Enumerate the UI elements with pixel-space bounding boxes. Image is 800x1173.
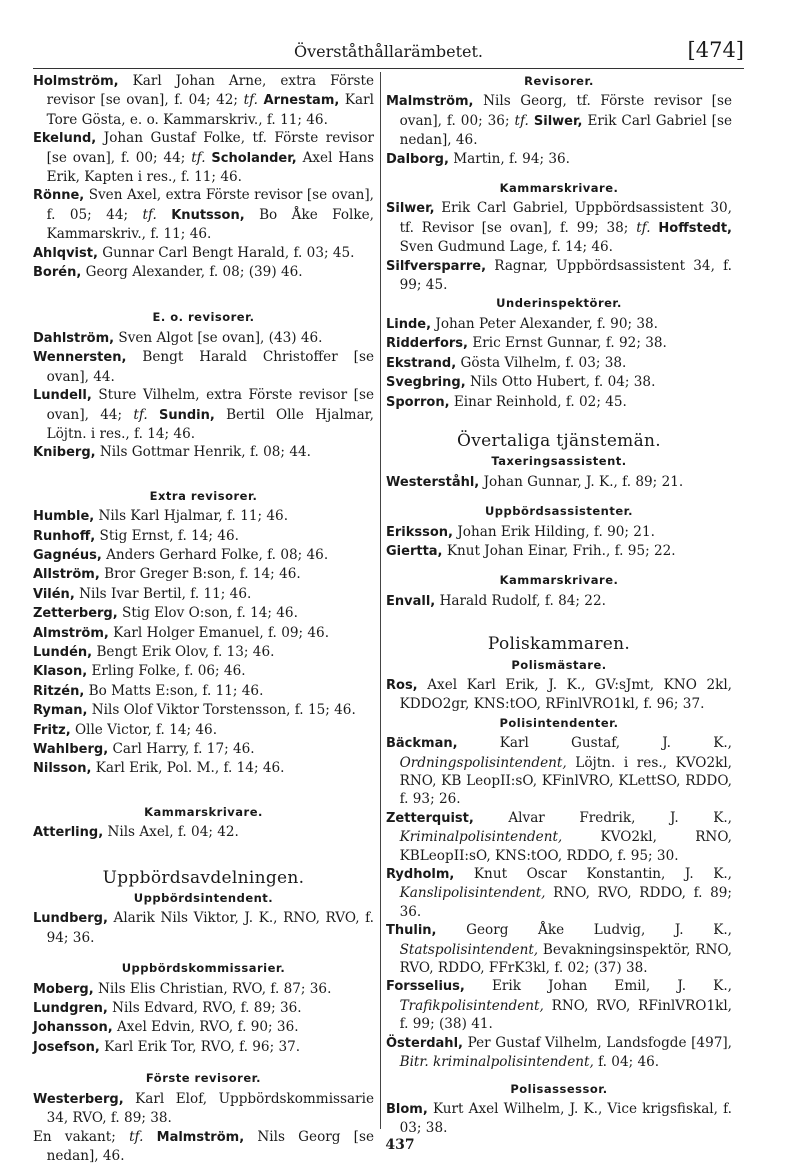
entry-text: Martin, f. 94; 36. [453,150,570,167]
register-entry [33,443,374,462]
person-surname: Zetterquist, [386,810,474,826]
entry-text: Ragnar, Uppbördsassistent 34, f. 99; 45. [399,257,732,294]
acting-marker: tf. [243,92,258,109]
entry-text: Alarik Nils Viktor, J. K., RNO, RVO, f. 94; 36. [46,910,374,946]
register-entry [33,507,374,526]
section-subheading: E. o. revisorer. [152,310,255,325]
entry-text: Georg Alexander, f. 08; (39) 46. [85,264,303,281]
section-subheading: Extra revisorer. [149,488,258,503]
register-entry [386,542,732,561]
register-entry [386,92,732,149]
entry-text: RNO, RVO, RDDO, f. 89; 36. [399,885,732,920]
register-entry [33,823,374,842]
register-entry [33,263,374,282]
entry-text: Sture Vilhelm, extra Förste revisor [se ovan], 44; [46,387,374,423]
entry-text: Stig Elov O:son, f. 14; 46. [122,605,298,622]
entry-text: Nils Olof Viktor Torstensson, f. 15; 46. [91,702,356,719]
register-entry [33,701,374,720]
person-surname: Bäckman, [386,736,458,752]
register-entry [386,354,732,373]
person-surname: Sundin, [158,407,215,423]
person-surname: Ekstrand, [386,355,457,371]
acting-marker: tf. [133,406,148,423]
entry-role: Trafikpolisintendent, [399,997,544,1014]
person-surname: Dalborg, [386,151,449,167]
entry-text: Bevakningsinspektör, RNO, RVO, RDDO, FFrK3kl, f. 02; (37) 38. [399,941,733,977]
person-surname: Hoffstedt, [658,220,732,236]
entry-text: Stig Ernst, f. 14; 46. [99,527,239,544]
entry-text: Bror Greger B:son, f. 14; 46. [104,566,301,583]
section-subheading: Kammarskrivare. [499,573,619,588]
entry-text: Axel Karl Erik, J. K., GV:sJmt, KNO 2kl, KDDO2gr, KNS:tOO, RFinlVRO1kl, f. 96; 37. [399,676,732,713]
person-surname: Silwer, [386,201,435,217]
entry-text: Bengt Erik Olov, f. 13; 46. [96,643,275,660]
department-heading: Poliskammaren. [487,634,631,655]
person-surname: Giertta, [386,543,443,559]
entry-text: Nils Ivar Bertil, f. 11; 46. [79,585,252,602]
entry-text: Knut Johan Einar, Frih., f. 95; 22. [446,542,676,559]
person-surname: Silfversparre, [386,258,487,274]
person-surname: Ekelund, [33,131,97,147]
person-surname: Sporron, [386,394,450,410]
entry-text: Nils Otto Hubert, f. 04; 38. [469,374,656,391]
register-entry [386,523,732,542]
entry-text: Karl Tore Gösta, e. o. Kammarskriv., f. 11; 46. [46,92,375,128]
entry-text: Axel Edvin, RVO, f. 90; 36. [116,1019,299,1036]
section-subheading: Polisassessor. [510,1081,608,1096]
register-entry [386,809,732,865]
register-entry [386,865,732,921]
person-surname: Ridderfors, [386,336,468,352]
entry-text: Alvar Fredrik, J. K., [508,809,732,826]
entry-text: Nils Axel, f. 04; 42. [107,824,239,841]
department-heading: Uppbördsavdelningen. [102,867,305,888]
section-subheading: Kammarskrivare. [144,804,263,819]
register-entry [33,1038,374,1057]
entry-text: Johan Gustaf Folke, tf. Förste revisor [se ovan], f. 00; 44; [46,130,375,166]
register-entry [33,186,374,243]
person-surname: Nilsson, [33,761,92,777]
acting-marker: tf. [636,219,651,236]
register-entry [386,592,732,611]
entry-role: Bitr. kriminalpolisintendent, [399,1054,594,1071]
entry-text: Karl Gustaf, J. K., [499,735,732,752]
entry-text: Löjtn. i res., KVO2kl, RNO, KB LeopII:sO, KFinlVRO, KLettSO, RDDO, f. 93; 26. [399,754,732,808]
person-surname: Ryman, [33,703,88,719]
entry-role: Statspolisintendent, [399,941,539,958]
person-surname: Rydholm, [386,867,455,883]
section-subheading: Uppbördsintendent. [133,891,274,906]
person-surname: Malmström, [156,1129,245,1145]
section-subheading: Kammarskrivare. [499,181,619,196]
entry-text: Kurt Axel Wilhelm, J. K., Vice krigsfiskal, f. 03; 38. [399,1100,732,1137]
entry-text: Olle Victor, f. 14; 46. [74,721,218,738]
acting-marker: tf. [142,206,157,223]
acting-marker: tf. [129,1128,144,1145]
register-entry [386,257,732,295]
person-surname: Envall, [386,593,436,609]
person-surname: Malmström, [386,94,474,110]
register-entry [33,527,374,546]
entry-text: Gunnar Carl Bengt Harald, f. 03; 45. [102,244,355,261]
person-surname: Gagnéus, [33,547,102,563]
page-reference: [474] [687,38,744,62]
section-subheading: Underinspektörer. [496,296,622,311]
entry-text: Nils Edvard, RVO, f. 89; 36. [112,1000,302,1017]
person-surname: Eriksson, [386,524,453,540]
person-surname: Ahlqvist, [33,245,98,261]
person-surname: Thulin, [386,923,437,939]
register-entry [33,329,374,348]
entry-text: Nils Georg [se nedan], 46. [46,1128,374,1164]
register-entry [33,386,374,443]
entry-text: Nils Georg, tf. Förste revisor [se ovan], f. 00; 36; [399,93,732,129]
person-surname: Lundell, [33,388,92,404]
person-surname: Moberg, [33,981,94,997]
person-surname: Wahlberg, [33,742,109,757]
register-entry [33,585,374,604]
person-surname: Westerberg, [33,1091,124,1107]
register-entry [33,643,374,662]
page-number: 437 [385,1137,415,1153]
right-column [386,72,732,1138]
register-entry [33,348,374,386]
register-entry [386,150,732,169]
entry-role: Ordningspolisintendent, [399,754,567,771]
person-surname: Humble, [33,509,95,525]
section-subheading: Taxeringsassistent. [491,454,627,469]
section-subheading: Polisintendenter. [499,715,619,730]
left-column [33,72,374,1165]
register-entry [386,393,732,412]
register-entry [33,604,374,623]
entry-text: Karl Johan Arne, extra Förste revisor [se ovan], f. 04; 42; [46,73,374,109]
entry-role: Kriminalpolisintendent, [399,829,563,846]
entry-text: Nils Gottmar Henrik, f. 08; 44. [99,444,311,461]
entry-text: Anders Gerhard Folke, f. 08; 46. [106,546,329,563]
entry-text: Bo Åke Folke, Kammarskriv., f. 11; 46. [46,206,374,243]
entry-text: Erik Carl Gabriel, Uppbördsassistent 30, tf. Revisor [se ovan], f. 99; 38; [399,200,733,236]
register-entry [386,921,732,977]
person-surname: Vilén, [33,586,75,602]
entry-text: Harald Rudolf, f. 84; 22. [439,592,606,609]
person-surname: Rönne, [33,188,85,204]
entry-text: Erik Carl Gabriel [se nedan], 46. [399,112,732,149]
person-surname: Allström, [33,567,100,583]
entry-text: En vakant; [33,1128,116,1145]
register-entry [33,565,374,584]
person-surname: Arnestam, [263,93,340,109]
person-surname: Johansson, [33,1020,113,1036]
person-surname: Holmström, [33,74,119,89]
running-title: Överståthållarämbetet. [294,42,483,61]
entry-role: Kanslipolisintendent, [399,885,546,902]
register-entry [33,72,374,129]
person-surname: Westerståhl, [386,474,480,490]
person-surname: Borén, [33,265,82,281]
register-entry [386,1034,732,1072]
person-surname: Scholander, [211,150,297,166]
register-entry [33,546,374,565]
person-surname: Josefson, [33,1039,100,1055]
entry-text: f. 04; 46. [598,1054,660,1071]
person-surname: Klason, [33,664,88,680]
register-entry [33,624,374,643]
register-entry [386,734,732,809]
section-subheading: Uppbördsassistenter. [484,504,634,519]
person-surname: Linde, [386,316,432,332]
entry-text: Gösta Vilhelm, f. 03; 38. [460,354,627,371]
entry-text: Bertil Olle Hjalmar, Löjtn. i res., f. 14; 46. [46,406,375,442]
entry-text: Johan Peter Alexander, f. 90; 38. [435,315,659,332]
person-surname: Fritz, [33,722,71,738]
register-entry [33,129,374,186]
entry-text: Nils Elis Christian, RVO, f. 87; 36. [97,980,332,997]
register-entry [33,662,374,681]
person-surname: Österdahl, [386,1035,463,1051]
entry-text: Sven Axel, extra Förste revisor [se ovan], f. 05; 44; [46,187,374,223]
entry-text: Knut Oscar Konstantin, J. K., [473,866,732,883]
register-entry [33,980,374,999]
entry-text: Johan Erik Hilding, f. 90; 21. [457,523,655,540]
register-entry [33,244,374,263]
person-surname: Silwer, [533,113,583,129]
person-surname: Almström, [33,625,109,641]
entry-text: Georg Åke Ludvig, J. K., [466,922,733,939]
entry-text: Einar Reinhold, f. 02; 45. [453,393,627,410]
register-entry [33,682,374,701]
section-subheading: Uppbördskommissarier. [121,961,286,976]
register-entry [33,740,374,759]
entry-text: Nils Karl Hjalmar, f. 11; 46. [98,508,289,525]
register-entry [386,977,732,1033]
register-entry [33,909,374,947]
section-subheading: Förste revisorer. [145,1071,262,1086]
department-heading: Övertaliga tjänstemän. [456,430,661,451]
person-surname: Dahlström, [33,330,115,346]
person-surname: Ros, [386,677,418,693]
person-surname: Runhoff, [33,528,96,544]
entry-text: Erling Folke, f. 06; 46. [91,663,246,680]
acting-marker: tf. [514,112,529,129]
register-entry [386,676,732,714]
register-entry [33,1018,374,1037]
entry-text: Per Gustaf Vilhelm, Landsfogde [497], [467,1034,732,1051]
acting-marker: tf. [191,149,206,166]
person-surname: Kniberg, [33,445,96,461]
person-surname: Svegbring, [386,375,466,391]
person-surname: Zetterberg, [33,606,118,622]
entry-text: KVO2kl, RNO, KBLeopII:sO, KNS:tOO, RDDO, f. 95; 30. [399,829,732,864]
entry-text: Eric Ernst Gunnar, f. 92; 38. [472,335,667,352]
register-entry [33,721,374,740]
register-entry [33,759,374,778]
entry-text: Bo Matts E:son, f. 11; 46. [88,682,264,699]
entry-text: Karl Erik, Pol. M., f. 14; 46. [95,760,285,777]
entry-text: RNO, RVO, RFinlVRO1kl, f. 99; (38) 41. [399,997,732,1033]
person-surname: Lundberg, [33,911,108,927]
section-subheading: Polismästare. [511,657,607,672]
entry-text: Karl Holger Emanuel, f. 09; 46. [113,624,330,641]
person-surname: Wennersten, [33,350,127,366]
page-header [33,36,744,69]
register-entry [386,199,732,256]
section-subheading: Revisorer. [524,74,594,88]
entry-text: Erik Johan Emil, J. K., [491,978,732,995]
register-entry [33,999,374,1018]
person-surname: Atterling, [33,825,104,841]
entry-text: Carl Harry, f. 17; 46. [112,741,255,757]
entry-text: Sven Algot [se ovan], (43) 46. [118,329,323,346]
register-entry [33,1090,374,1128]
entry-text: Johan Gunnar, J. K., f. 89; 21. [483,473,684,490]
register-entry [386,334,732,353]
column-divider [380,72,381,1129]
person-surname: Lundgren, [33,1001,108,1017]
register-entry [386,1100,732,1138]
entry-text: Bengt Harald Christoffer [se ovan], 44. [46,349,374,385]
register-entry [386,315,732,334]
register-entry [386,473,732,492]
person-surname: Forsselius, [386,979,465,995]
entry-text: Sven Gudmund Lage, f. 14; 46. [399,239,613,256]
register-entry [386,373,732,392]
entry-text: Karl Erik Tor, RVO, f. 96; 37. [104,1038,301,1055]
entry-text: Axel Hans Erik, Kapten i res., f. 11; 46. [46,149,374,186]
person-surname: Blom, [386,1101,428,1117]
person-surname: Lundén, [33,644,93,660]
person-surname: Ritzén, [33,683,85,699]
person-surname: Knutsson, [171,207,245,223]
entry-text: Karl Elof, Uppbördskommissarie 34, RVO, f. 89; 38. [46,1090,374,1127]
